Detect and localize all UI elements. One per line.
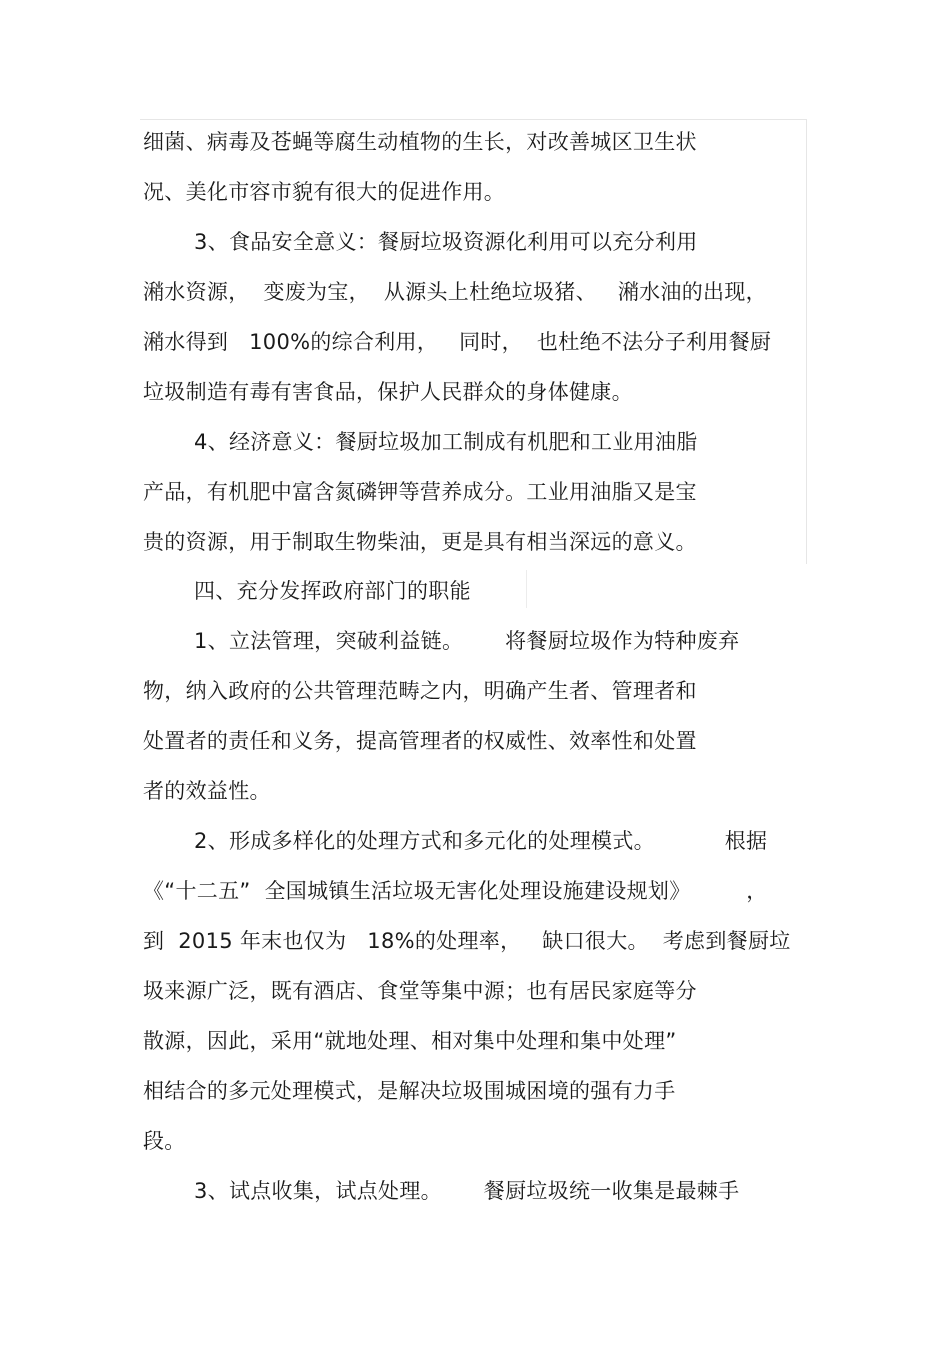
text-line: 产品，有机肥中富含氮磷钾等营养成分。工业用油脂又是宝 xyxy=(143,480,697,504)
frame-border-top xyxy=(140,119,807,120)
text-line: 段。 xyxy=(143,1129,186,1153)
text-line: 潲水得到 100%的综合利用， 同时， 也杜绝不法分子利用餐厨 xyxy=(143,330,772,354)
text-line: 2、形成多样化的处理方式和多元化的处理模式。 根据 xyxy=(194,829,768,853)
text-line: 《“十二五” 全国城镇生活垃圾无害化处理设施建设规划》 ， xyxy=(143,879,768,903)
text-line: 处置者的责任和义务，提高管理者的权威性、效率性和处置 xyxy=(143,729,697,753)
text-line: 3、试点收集，试点处理。 餐厨垃圾统一收集是最棘手 xyxy=(194,1179,740,1203)
text-line: 相结合的多元处理模式，是解决垃圾围城困境的强有力手 xyxy=(143,1079,676,1103)
text-line: 物，纳入政府的公共管理范畴之内，明确产生者、管理者和 xyxy=(143,679,697,703)
text-line: 3、食品安全意义：餐厨垃圾资源化利用可以充分利用 xyxy=(194,230,698,254)
text-line: 细菌、病毒及苍蝇等腐生动植物的生长，对改善城区卫生状 xyxy=(143,130,697,154)
text-line: 散源，因此，采用“就地处理、相对集中处理和集中处理” xyxy=(143,1029,677,1053)
frame-border-mid xyxy=(526,570,527,608)
text-line: 4、经济意义：餐厨垃圾加工制成有机肥和工业用油脂 xyxy=(194,430,698,454)
frame-border-right xyxy=(806,119,807,564)
text-line: 1、立法管理，突破利益链。 将餐厨垃圾作为特种废弃 xyxy=(194,629,740,653)
section-heading: 四、充分发挥政府部门的职能 xyxy=(194,579,471,603)
text-line: 到 2015 年末也仅为 18%的处理率， 缺口很大。 考虑到餐厨垃 xyxy=(143,929,791,953)
text-line: 况、美化市容市貌有很大的促进作用。 xyxy=(143,180,506,204)
text-line: 垃圾制造有毒有害食品，保护人民群众的身体健康。 xyxy=(143,380,633,404)
text-line: 者的效益性。 xyxy=(143,779,271,803)
text-line: 贵的资源，用于制取生物柴油，更是具有相当深远的意义。 xyxy=(143,530,697,554)
text-line: 圾来源广泛，既有酒店、食堂等集中源；也有居民家庭等分 xyxy=(143,979,697,1003)
text-line: 潲水资源， 变废为宝， 从源头上杜绝垃圾猪、 潲水油的出现， xyxy=(143,280,767,304)
